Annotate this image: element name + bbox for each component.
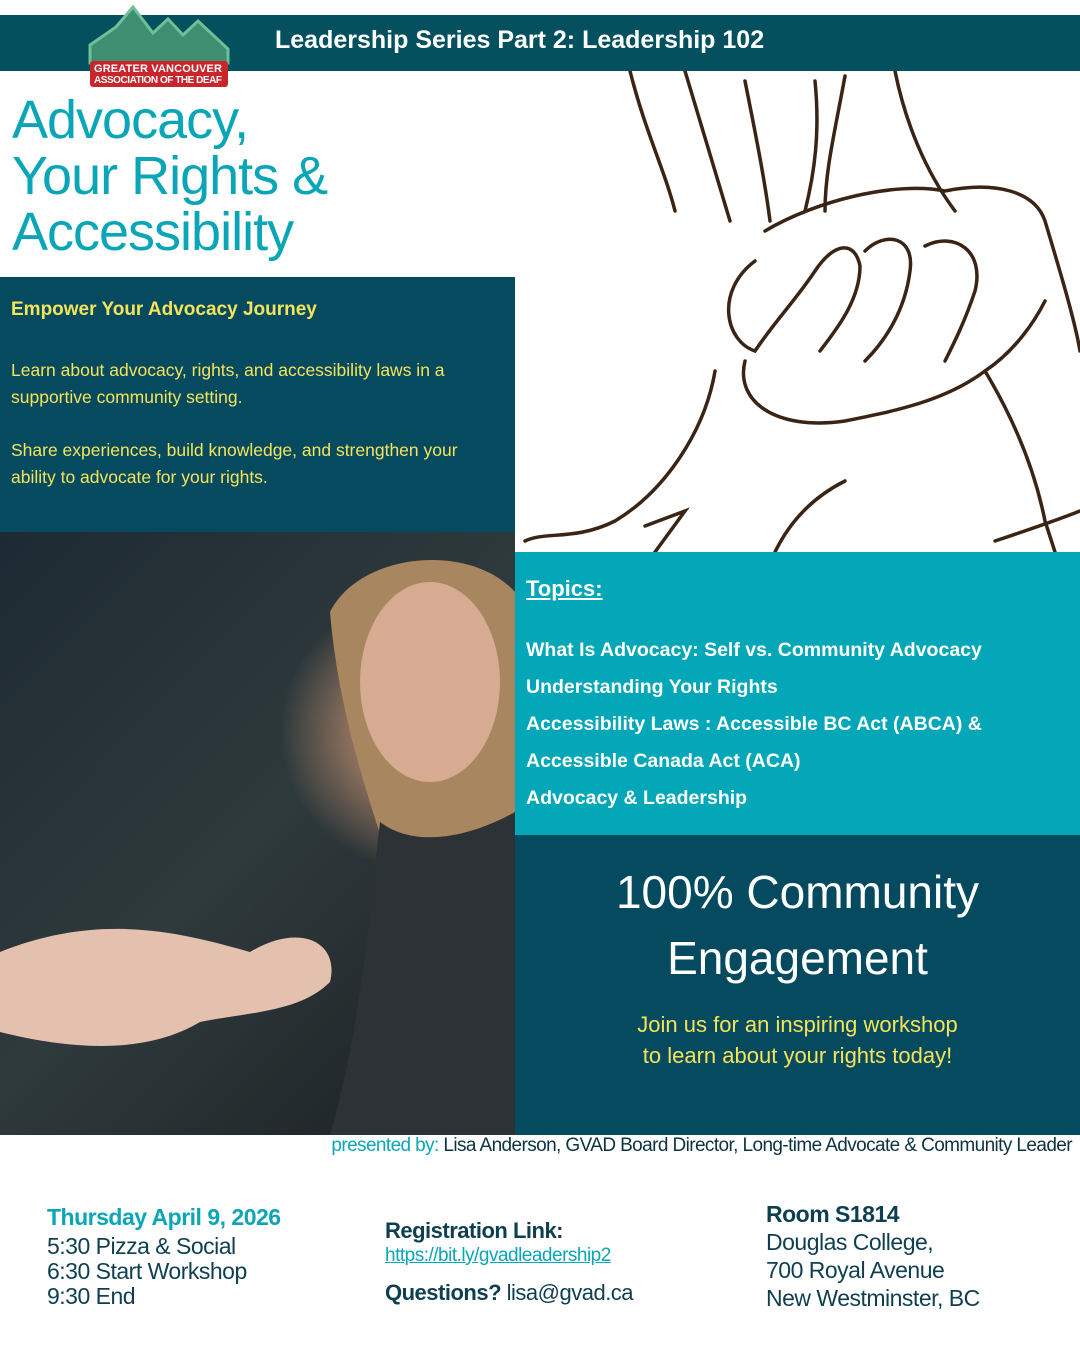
registration [385, 1218, 633, 1305]
presenter-name: Lisa Anderson, GVAD Board Director, Long-time Advocate & Community Leader [443, 1135, 1072, 1156]
presenter-line [331, 1135, 1072, 1157]
topic-item: Understanding Your Rights [526, 676, 778, 698]
engagement-subtext: Join us for an inspiring workshop [637, 1012, 958, 1037]
intro-panel [0, 277, 515, 532]
location [766, 1200, 980, 1312]
title-line: Your Rights & [12, 146, 328, 206]
topics-panel [515, 552, 1080, 835]
contact-email[interactable]: lisa@gvad.ca [506, 1280, 634, 1305]
engagement-headline: Engagement [667, 932, 928, 984]
presenter-label: presented by: [331, 1135, 439, 1156]
schedule [47, 1205, 281, 1309]
event-date: Thursday April 9, 2026 [47, 1204, 281, 1230]
series-title: Leadership Series Part 2: Leadership 102 [275, 26, 765, 54]
svg-text:ASSOCIATION OF THE DEAF: ASSOCIATION OF THE DEAF [94, 75, 222, 86]
address-line: 700 Royal Avenue [766, 1257, 945, 1283]
schedule-item: 9:30 End [47, 1283, 136, 1309]
title-line: Accessibility [12, 202, 294, 262]
intro-heading: Empower Your Advocacy Journey [11, 299, 317, 320]
topic-item: Accessible Canada Act (ACA) [526, 750, 801, 772]
address-line: Douglas College, [766, 1229, 934, 1255]
topic-item: Accessibility Laws : Accessible BC Act (ABCA) & [526, 713, 982, 735]
questions-label: Questions? [385, 1280, 502, 1305]
gvad-logo [88, 5, 230, 89]
topic-item: Advocacy & Leadership [526, 787, 748, 809]
intro-text: Share experiences, build knowledge, and strengthen your ability to advocate for your rights. [11, 440, 458, 487]
title-line: Advocacy, [12, 90, 249, 150]
engagement-headline: 100% Community [615, 866, 980, 918]
page-title [12, 92, 327, 260]
intro-text: Learn about advocacy, rights, and accessibility laws in a supportive community setting. [11, 360, 445, 407]
engagement-panel [515, 835, 1080, 1135]
schedule-item: 6:30 Start Workshop [47, 1258, 247, 1284]
room-number: Room S1814 [766, 1201, 900, 1227]
address-line: New Westminster, BC [766, 1285, 980, 1311]
fist-drawing [515, 71, 1080, 552]
topics-heading: Topics: [526, 576, 603, 601]
topic-item: What Is Advocacy: Self vs. Community Advocacy [526, 639, 982, 661]
engagement-subtext: to learn about your rights today! [642, 1043, 953, 1068]
registration-link[interactable]: https://bit.ly/gvadleadership2 [385, 1245, 611, 1266]
svg-text:GREATER VANCOUVER: GREATER VANCOUVER [94, 63, 222, 75]
schedule-item: 5:30 Pizza & Social [47, 1233, 236, 1259]
presenter-photo [0, 532, 515, 1135]
registration-label: Registration Link: [385, 1218, 564, 1243]
